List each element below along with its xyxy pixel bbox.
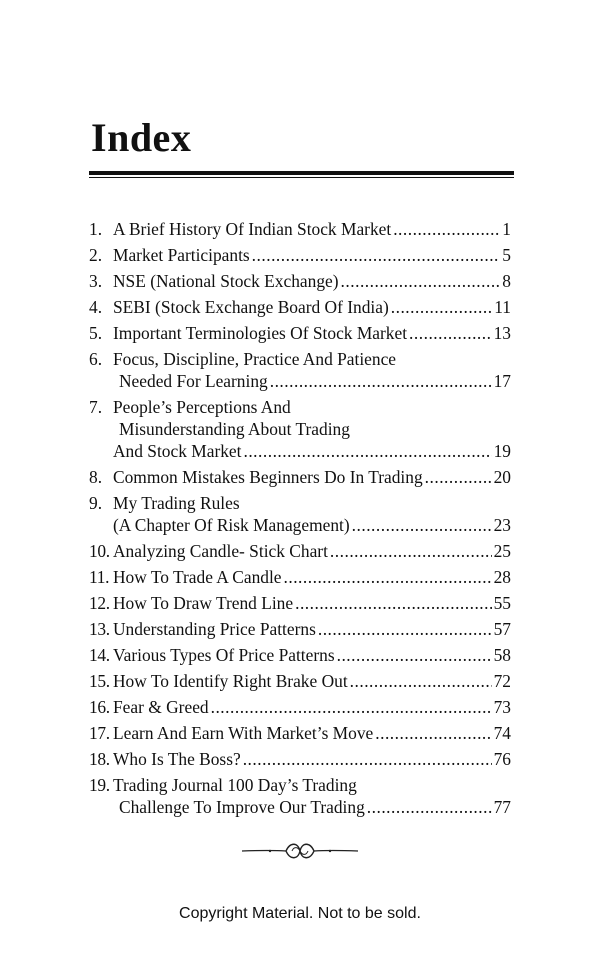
toc-page-number: 1 <box>502 219 511 239</box>
toc-entry-title: Understanding Price Patterns <box>113 619 316 639</box>
toc-entry-number: 16. <box>89 697 110 717</box>
toc-entry-number: 14. <box>89 645 110 665</box>
toc-entry-number: 13. <box>89 619 110 639</box>
toc-page-number: 8 <box>502 271 511 291</box>
toc-entry-number: 11. <box>89 567 110 587</box>
toc-entry-number: 17. <box>89 723 110 743</box>
toc-entry-number: 12. <box>89 593 110 613</box>
toc-entry-number: 15. <box>89 671 110 691</box>
toc-entry[interactable] <box>89 322 511 344</box>
toc-entry[interactable] <box>89 670 511 692</box>
toc-entry-line <box>89 618 511 640</box>
toc-entry-number: 1. <box>89 219 103 239</box>
toc-page-number: 5 <box>502 245 511 265</box>
toc-entry[interactable] <box>89 218 511 240</box>
toc-entry-title: Challenge To Improve Our Trading <box>119 797 365 817</box>
toc-page-number: 11 <box>494 297 511 317</box>
toc-page-number: 23 <box>493 515 511 535</box>
toc-leader-dots <box>330 540 492 562</box>
toc-leader-dots <box>367 796 492 818</box>
toc-leader-dots <box>341 270 501 292</box>
toc-entry[interactable] <box>89 540 511 562</box>
toc-entry-title: NSE (National Stock Exchange) <box>113 271 339 291</box>
toc-entry-title: (A Chapter Of Risk Management) <box>113 515 350 535</box>
toc-leader-dots <box>243 440 491 462</box>
toc-leader-dots <box>318 618 492 640</box>
toc-entry-title: Misunderstanding About Trading <box>119 419 350 439</box>
toc-entry-title: How To Draw Trend Line <box>113 593 294 613</box>
toc-entry[interactable] <box>89 492 511 536</box>
toc-entry-line <box>89 774 511 796</box>
toc-entry-indent <box>89 796 119 818</box>
toc-entry-line <box>89 418 511 440</box>
toc-entry-line <box>89 696 511 718</box>
toc-leader-dots <box>350 670 492 692</box>
toc-entry-line <box>89 514 511 536</box>
toc-leader-dots <box>391 296 492 318</box>
toc-entry-title: How To Identify Right Brake Out <box>113 671 348 691</box>
toc-entry[interactable] <box>89 270 511 292</box>
toc-entry-line <box>89 296 511 318</box>
toc-entry[interactable] <box>89 566 511 588</box>
toc-entry-number: 7. <box>89 397 103 417</box>
toc-entry-number: 8. <box>89 467 103 487</box>
toc-entry-title: My Trading Rules <box>113 493 240 513</box>
toc-entry-indent <box>89 370 119 392</box>
toc-entry-title: Who Is The Boss? <box>113 749 241 769</box>
toc-entry[interactable] <box>89 466 511 488</box>
toc-entry-title: Various Types Of Price Patterns <box>113 645 335 665</box>
toc-entry-number: 3. <box>89 271 103 291</box>
toc-entry-title: People’s Perceptions And <box>113 397 291 417</box>
copyright-notice: Copyright Material. Not to be sold. <box>179 905 421 922</box>
toc-entry-number: 9. <box>89 493 103 513</box>
toc-entry-line <box>89 566 511 588</box>
toc-page-number: 57 <box>493 619 511 639</box>
toc-entry-title: SEBI (Stock Exchange Board Of India) <box>113 297 389 317</box>
toc-entry-line <box>89 270 511 292</box>
toc-page-number: 19 <box>493 441 511 461</box>
ornament-divider-icon <box>240 838 360 864</box>
toc-entry-line <box>89 440 511 462</box>
toc-entry-line <box>89 722 511 744</box>
toc-leader-dots <box>243 748 492 770</box>
toc-page-number: 74 <box>493 723 511 743</box>
toc-entry-number: 10. <box>89 541 110 561</box>
toc-entry[interactable] <box>89 774 511 818</box>
toc-entry-line <box>89 244 511 266</box>
toc-entry-line <box>89 492 511 514</box>
toc-entry-line <box>89 466 511 488</box>
toc-entry-number: 19. <box>89 775 110 795</box>
toc-entry-line <box>89 370 511 392</box>
toc-entry[interactable] <box>89 748 511 770</box>
toc-entry-title: Analyzing Candle- Stick Chart <box>113 541 328 561</box>
toc-entry-line <box>89 796 511 818</box>
toc-entry[interactable] <box>89 244 511 266</box>
toc-page-number: 25 <box>493 541 511 561</box>
toc-entry-number: 6. <box>89 349 103 369</box>
toc-entry-number: 5. <box>89 323 103 343</box>
title-rule-thick <box>89 171 514 175</box>
toc-leader-dots <box>375 722 491 744</box>
toc-leader-dots <box>295 592 492 614</box>
toc-entry-title: Fear & Greed <box>113 697 209 717</box>
toc-entry-title: And Stock Market <box>113 441 242 461</box>
toc-page-number: 13 <box>493 323 511 343</box>
toc-leader-dots <box>393 218 500 240</box>
toc-entry[interactable] <box>89 296 511 318</box>
toc-entry[interactable] <box>89 722 511 744</box>
toc-entry-title: Focus, Discipline, Practice And Patience <box>113 349 397 369</box>
toc-page-number: 55 <box>493 593 511 613</box>
toc-entry[interactable] <box>89 644 511 666</box>
toc-leader-dots <box>284 566 492 588</box>
toc-entry-line <box>89 748 511 770</box>
toc-entry-title: How To Trade A Candle <box>113 567 282 587</box>
toc-entry-line <box>89 218 511 240</box>
toc-page-number: 73 <box>493 697 511 717</box>
toc-entry[interactable] <box>89 348 511 392</box>
toc-page-number: 17 <box>493 371 511 391</box>
toc-leader-dots <box>211 696 492 718</box>
toc-entry-title: Important Terminologies Of Stock Market <box>113 323 408 343</box>
toc-leader-dots <box>352 514 492 536</box>
toc-page-number: 58 <box>493 645 511 665</box>
toc-entry-line <box>89 644 511 666</box>
toc-entry-indent <box>89 418 119 440</box>
page-title: Index <box>91 115 192 160</box>
toc-page-number: 76 <box>493 749 511 769</box>
toc-leader-dots <box>337 644 492 666</box>
toc-entry-number: 4. <box>89 297 103 317</box>
toc-leader-dots <box>252 244 501 266</box>
toc-entry-line <box>89 396 511 418</box>
toc-entry-title: Common Mistakes Beginners Do In Trading <box>113 467 423 487</box>
toc-entry[interactable] <box>89 618 511 640</box>
toc-entry-title: Trading Journal 100 Day’s Trading <box>113 775 357 795</box>
toc-entry-line <box>89 540 511 562</box>
toc-entry[interactable] <box>89 696 511 718</box>
toc-entry[interactable] <box>89 592 511 614</box>
toc-leader-dots <box>425 466 492 488</box>
toc-entry-line <box>89 348 511 370</box>
toc-entry-title: Learn And Earn With Market’s Move <box>113 723 374 743</box>
toc-page-number: 72 <box>493 671 511 691</box>
toc-entry-indent <box>89 440 113 462</box>
toc-page-number: 77 <box>493 797 511 817</box>
toc-entry-title: A Brief History Of Indian Stock Market <box>113 219 392 239</box>
table-of-contents <box>89 218 511 822</box>
toc-page-number: 28 <box>493 567 511 587</box>
toc-entry-indent <box>89 514 113 536</box>
toc-page-number: 20 <box>493 467 511 487</box>
toc-entry-title: Needed For Learning <box>119 371 268 391</box>
title-rule-thin <box>89 177 514 178</box>
toc-leader-dots <box>409 322 492 344</box>
toc-entry-line <box>89 592 511 614</box>
toc-entry-number: 18. <box>89 749 110 769</box>
toc-leader-dots <box>270 370 492 392</box>
toc-entry-title: Market Participants <box>113 245 250 265</box>
toc-entry-line <box>89 322 511 344</box>
toc-entry-number: 2. <box>89 245 103 265</box>
toc-entry-line <box>89 670 511 692</box>
toc-entry[interactable] <box>89 396 511 462</box>
